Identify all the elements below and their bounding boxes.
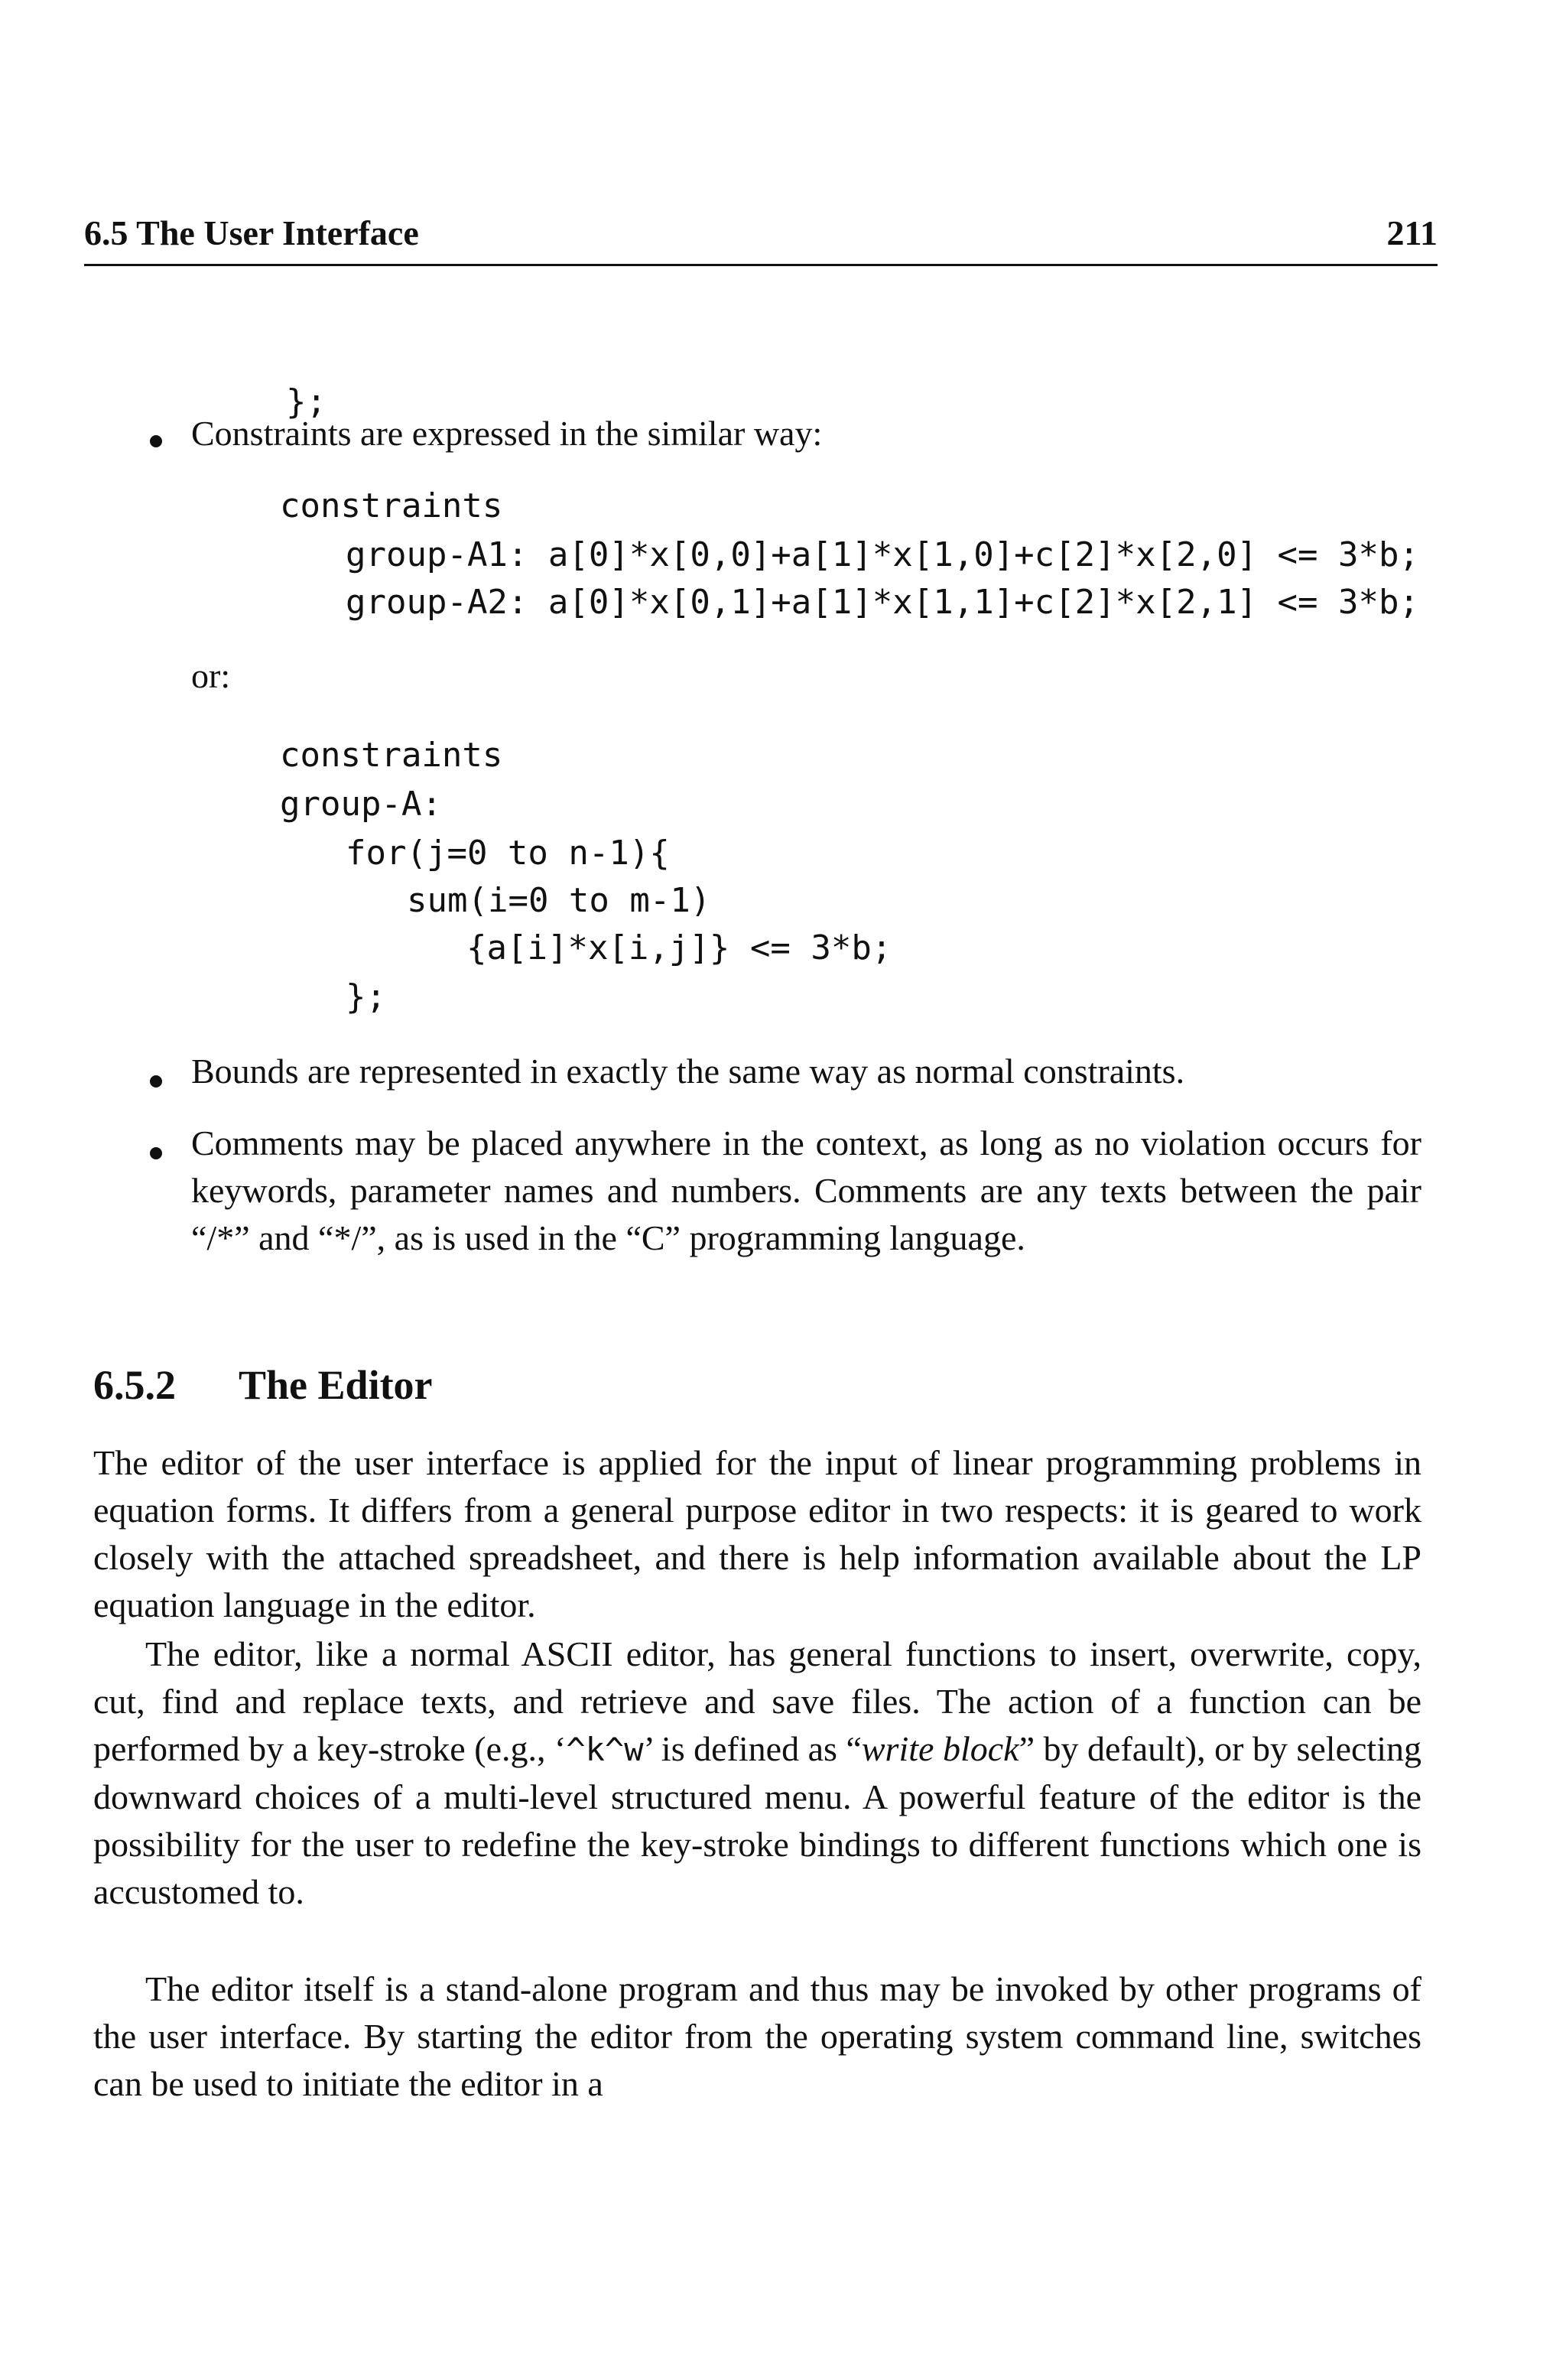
page-number: 211 [1386,213,1438,252]
key-stroke-code: ^k^w [566,1731,644,1768]
italic-term: write block [861,1729,1019,1768]
code-line: }; [346,977,386,1016]
paragraph-text: The editor, like a normal ASCII editor, has general functions to insert, overwrite, copy, cut, find and replace texts, and retrieve and save files. The action of a function can be performed by a key-stroke (e.g., ‘ [93,1634,1421,1768]
code-line: for(j=0 to n-1){ [346,834,670,873]
paragraph-text: ’ is defined as “ [643,1729,862,1768]
code-line: group-A1: a[0]*x[0,0]+a[1]*x[1,0]+c[2]*x[2,0] <= 3*b; [346,535,1419,574]
bullet-marker [150,1147,162,1159]
code-line: group-A: [280,785,442,824]
code-line: constraints [280,736,503,775]
code-line: group-A2: a[0]*x[0,1]+a[1]*x[1,1]+c[2]*x[2,1] <= 3*b; [346,583,1419,622]
code-closing-brace: }; [286,382,327,421]
bullet-marker [150,1075,162,1088]
section-heading [93,1361,433,1409]
or-label: or: [191,656,231,695]
paragraph-editor-functions [93,1631,1421,1916]
bullet-comments: Comments may be placed anywhere in the context, as long as no violation occurs for keywords, parameter names and numbers. Comments are any texts between the pair “/*” and “*/”, as is used in the “C” programming language. [191,1123,1421,1257]
bullet-bounds: Bounds are represented in exactly the same way as normal constraints. [191,1052,1185,1091]
header-title: 6.5 The User Interface [84,213,419,252]
section-number: 6.5.2 [93,1362,176,1408]
paragraph-editor-intro: The editor of the user interface is applied for the input of linear programming problems in equation forms. It differs from a general purpose editor in two respects: it is geared to work closely with the attached spreadsheet, and there is help information available about the LP equation language in the editor. [93,1443,1421,1624]
header-rule [84,264,1438,266]
code-line: constraints [280,486,503,525]
paragraph-text: ” by default), or by selecting downward choices of a multi-level structured menu. A powerful feature of the editor is the possibility for the user to redefine the key-stroke bindings to different functions which one is accustomed to. [93,1729,1421,1911]
paragraph-editor-standalone: The editor itself is a stand-alone program and thus may be invoked by other programs of the user interface. By starting the editor from the operating system command line, switches can be used to initiate the editor in a [93,1969,1421,2103]
code-line: sum(i=0 to m-1) [407,881,711,920]
bullet-constraints-intro: Constraints are expressed in the similar way: [191,414,823,453]
code-line: {a[i]*x[i,j]} <= 3*b; [466,928,892,967]
bullet-marker [150,435,162,447]
section-title: The Editor [239,1362,433,1408]
running-header [84,213,1438,260]
